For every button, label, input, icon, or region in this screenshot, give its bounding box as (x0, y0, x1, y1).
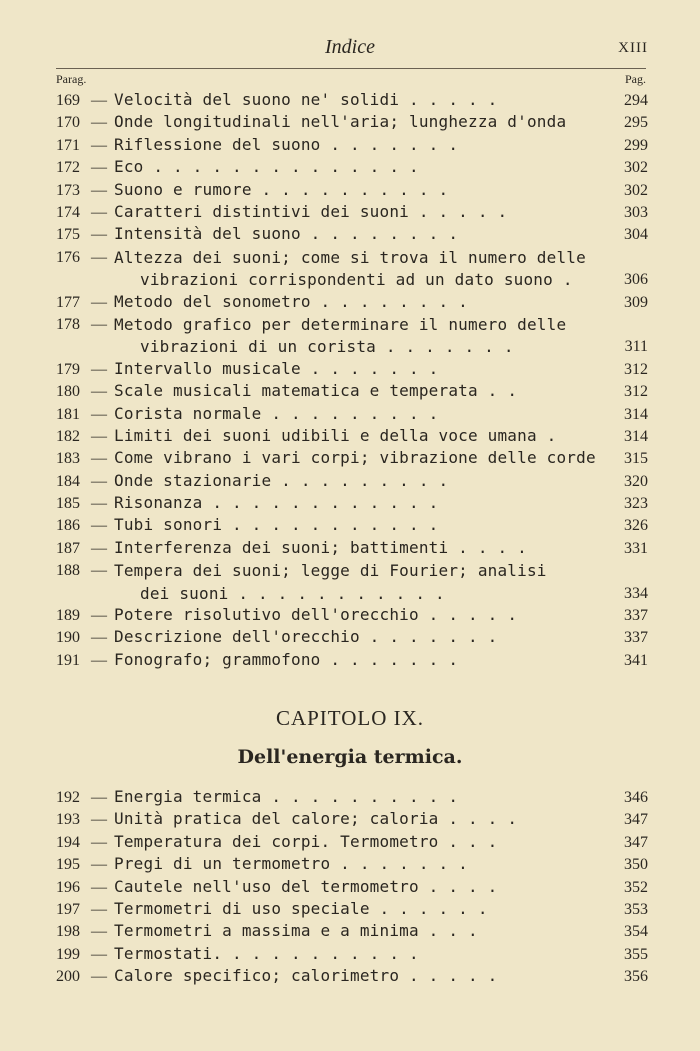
dot-leader: . . . . . . . (320, 134, 459, 154)
entry-title (114, 809, 606, 828)
toc-entry (56, 515, 648, 537)
entry-title-continuation (114, 583, 606, 605)
entry-dash: — (91, 472, 107, 490)
entry-number: 191 (56, 651, 80, 669)
dot-leader: . (536, 425, 557, 445)
entry-page: 346 (624, 789, 648, 806)
entry-page: 355 (624, 945, 648, 963)
entry-title (114, 292, 606, 311)
entry-title (114, 832, 606, 851)
dot-leader: . . . . . . . (320, 649, 459, 669)
dot-leader: . . . . . . . . . . (261, 787, 459, 806)
toc-entry (56, 899, 648, 921)
dot-leader: . . . (438, 831, 498, 851)
toc-entry (56, 605, 648, 627)
entry-number: 182 (56, 427, 80, 445)
entry-title-line: Onde longitudinali nell'aria; lunghezza d'onda (114, 112, 567, 132)
entry-number: 186 (56, 517, 80, 535)
entry-page: 306 (624, 271, 648, 289)
page-number: XIII (618, 40, 648, 56)
entry-title (114, 135, 606, 154)
entry-page: 354 (624, 923, 648, 941)
entry-dash: — (91, 562, 107, 580)
entry-page: 352 (624, 878, 648, 896)
dot-leader: . . . . . . . . . . . . (202, 493, 439, 513)
toc-entry (56, 493, 648, 515)
entry-title (114, 899, 606, 918)
entry-page: 337 (624, 607, 648, 625)
entry-page: 320 (624, 472, 648, 490)
entry-title-line: Limiti dei suoni udibili e della voce umana (114, 425, 537, 445)
entry-page: 337 (624, 629, 648, 647)
toc-entry (56, 381, 648, 403)
entry-page: 323 (624, 495, 648, 513)
entry-dash: — (91, 878, 107, 896)
toc-entry (56, 314, 648, 359)
entry-number: 183 (56, 450, 80, 468)
entry-title-line: Metodo grafico per determinare il numero delle (114, 314, 567, 334)
toc-entry (56, 832, 648, 854)
toc-entry (56, 202, 648, 224)
entry-dash: — (91, 811, 107, 829)
toc-entry (56, 247, 648, 292)
entry-title (114, 493, 606, 512)
dot-leader: . . . . . . . . . (271, 470, 449, 490)
entry-dash: — (91, 789, 107, 806)
entry-number: 172 (56, 159, 80, 177)
entry-title (114, 560, 606, 605)
entry-title-line: Unità pratica del calore; caloria (114, 809, 439, 829)
entry-dash: — (91, 607, 107, 625)
dot-leader: . . . . . . . . (310, 291, 468, 311)
toc-entry (56, 560, 648, 605)
entry-dash: — (91, 405, 107, 423)
entry-title-line-2: vibrazioni corrispondenti ad un dato suono (140, 270, 553, 290)
entry-number: 176 (56, 248, 80, 266)
toc-entry (56, 426, 648, 448)
entry-title (114, 538, 606, 557)
entry-title-line: Cautele nell'uso del termometro (114, 876, 419, 896)
entry-title-line: Eco (114, 157, 144, 177)
entry-title (114, 202, 606, 221)
entry-dash: — (91, 181, 107, 199)
entry-dash: — (91, 114, 107, 132)
entry-page: 334 (624, 584, 648, 602)
entry-page: 299 (624, 136, 648, 154)
entry-dash: — (91, 539, 107, 557)
entry-title-line: Riflessione del suono (114, 134, 321, 154)
toc-section-chapter-8 (56, 90, 648, 672)
entry-title-line: Scale musicali matematica e temperata (114, 381, 478, 401)
entry-dash: — (91, 833, 107, 851)
entry-title (114, 359, 606, 378)
entry-page: 341 (624, 651, 648, 669)
entry-title-line: Caratteri distintivi dei suoni (114, 201, 409, 221)
chapter-title: Dell'energia termica. (237, 746, 463, 768)
entry-dash: — (91, 315, 107, 333)
entry-number: 175 (56, 226, 80, 244)
toc-entry (56, 90, 648, 112)
toc-entry (56, 650, 648, 672)
dot-leader: . . . . . . . . . . (251, 179, 449, 199)
dot-leader: . . . . . . . (359, 627, 498, 647)
entry-page: 315 (624, 450, 648, 468)
toc-entry (56, 538, 648, 560)
entry-number: 193 (56, 811, 80, 829)
entry-page: 295 (624, 114, 648, 132)
entry-title (114, 247, 606, 292)
entry-title-line: Velocità del suono ne' solidi (114, 90, 400, 109)
entry-number: 174 (56, 203, 80, 221)
running-title: Indice (325, 36, 375, 58)
entry-title (114, 921, 606, 940)
entry-page: 302 (624, 159, 648, 177)
chapter-number: CAPITOLO IX. (275, 706, 425, 730)
entry-dash: — (91, 900, 107, 918)
dot-leader: . . . . . (399, 966, 498, 986)
entry-title-line: Tubi sonori (114, 515, 223, 535)
entry-title (114, 944, 606, 963)
entry-number: 184 (56, 472, 80, 490)
entry-number: 178 (56, 315, 80, 333)
entry-number: 188 (56, 562, 80, 580)
entry-title (114, 627, 606, 646)
toc-entry (56, 180, 648, 202)
entry-number: 199 (56, 945, 80, 963)
dot-leader: . . . . . (408, 201, 508, 221)
entry-dash: — (91, 360, 107, 378)
entry-number: 192 (56, 789, 80, 806)
entry-number: 180 (56, 383, 80, 401)
dot-leader: . . . . (438, 809, 518, 829)
dot-leader: . . . . . (418, 605, 518, 625)
entry-dash: — (91, 159, 107, 177)
entry-number: 195 (56, 856, 80, 874)
entry-page: 326 (624, 517, 648, 535)
entry-title-line: Calore specifico; calorimetro (114, 966, 400, 986)
entry-title-line: Intensità del suono (114, 224, 301, 244)
entry-title-line: Intervallo musicale (114, 358, 301, 378)
entry-dash: — (91, 383, 107, 401)
entry-dash: — (91, 517, 107, 535)
entry-title-line: Corista normale (114, 403, 262, 423)
entry-page: 356 (624, 968, 648, 986)
dot-leader: . . . . . . . . (300, 224, 459, 244)
dot-leader: . . . . (448, 537, 527, 557)
entry-number: 181 (56, 405, 80, 423)
entry-number: 189 (56, 607, 80, 625)
entry-dash: — (91, 203, 107, 221)
dot-leader: . . . . . . . . . (261, 403, 439, 423)
entry-title-line: Onde stazionarie (114, 470, 272, 490)
entry-page: 331 (624, 539, 648, 557)
entry-number: 173 (56, 181, 80, 199)
entry-dash: — (91, 856, 107, 874)
entry-title (114, 112, 606, 131)
entry-dash: — (91, 945, 107, 963)
entry-page: 314 (624, 427, 648, 445)
entry-dash: — (91, 968, 107, 986)
entry-number: 196 (56, 878, 80, 896)
entry-title-continuation (114, 269, 606, 291)
entry-title-line: Termometri a massima e a minima (114, 921, 419, 941)
entry-title-line: Energia termica (114, 787, 262, 806)
toc-entry (56, 471, 648, 493)
toc-entry (56, 224, 648, 246)
entry-title (114, 605, 606, 624)
toc-entry (56, 921, 648, 943)
entry-number: 169 (56, 92, 80, 109)
entry-page: 309 (624, 293, 648, 311)
dot-leader: . . . . . . . . . . . . . . (143, 157, 419, 177)
dot-leader: . . . . . (399, 90, 498, 109)
entry-title (114, 180, 606, 199)
header-rule (56, 68, 646, 69)
toc-entry (56, 627, 648, 649)
entry-title-line: Fonografo; grammofono (114, 649, 321, 669)
entry-dash: — (91, 427, 107, 445)
entry-title-line: Temperatura dei corpi. Termometro (114, 831, 439, 851)
entry-number: 185 (56, 495, 80, 513)
entry-title-line: Suono e rumore (114, 179, 252, 199)
dot-leader: . . . . . . . . . . . (228, 583, 445, 603)
dot-leader: . . . . . . . (300, 358, 439, 378)
entry-page: 353 (624, 900, 648, 918)
entry-page: 312 (624, 383, 648, 401)
entry-title (114, 471, 606, 490)
entry-page: 347 (624, 833, 648, 851)
entry-title (114, 90, 606, 109)
entry-number: 198 (56, 923, 80, 941)
entry-title (114, 426, 606, 445)
dot-leader: . (552, 270, 573, 290)
toc-entry (56, 944, 648, 966)
toc-entry (56, 877, 648, 899)
entry-page: 312 (624, 360, 648, 378)
entry-number: 187 (56, 539, 80, 557)
entry-dash: — (91, 293, 107, 311)
entry-title (114, 224, 606, 243)
entry-title-line: Altezza dei suoni; come si trova il numero delle (114, 247, 586, 267)
entry-number: 177 (56, 293, 80, 311)
entry-dash: — (91, 92, 107, 109)
toc-entry (56, 112, 648, 134)
toc-entry (56, 292, 648, 314)
entry-title-line: Come vibrano i vari corpi; vibrazione delle corde (114, 448, 596, 468)
toc-section-chapter-9 (56, 787, 648, 989)
dot-leader: . . . . . . . (376, 337, 514, 357)
dot-leader: . . . . . . . . . . . (212, 943, 419, 963)
entry-title-line: Interferenza dei suoni; battimenti (114, 537, 449, 557)
entry-title (114, 448, 606, 467)
toc-entry (56, 359, 648, 381)
toc-entry (56, 854, 648, 876)
toc-entry (56, 135, 648, 157)
toc-entry (56, 966, 648, 988)
entry-title-line: Pregi di un termometro (114, 854, 331, 874)
entry-title (114, 404, 606, 423)
entry-page: 347 (624, 811, 648, 829)
toc-entry (56, 787, 648, 809)
entry-title-line: Termometri di uso speciale (114, 898, 370, 918)
entry-dash: — (91, 651, 107, 669)
entry-title (114, 966, 606, 985)
dot-leader: . . . (418, 921, 478, 941)
entry-dash: — (91, 226, 107, 244)
dot-leader: . . . . . . . (330, 854, 468, 874)
entry-dash: — (91, 923, 107, 941)
entry-number: 170 (56, 114, 80, 132)
entry-title-line-2: vibrazioni di un corista (140, 337, 376, 357)
entry-dash: — (91, 629, 107, 647)
entry-number: 197 (56, 900, 80, 918)
dot-leader: . . (477, 381, 518, 401)
entry-title-line: Metodo del sonometro (114, 291, 311, 311)
column-head-parag: Parag. (56, 72, 87, 86)
entry-title-line: Tempera dei suoni; legge di Fourier; analisi (114, 561, 547, 581)
entry-page: 350 (624, 856, 648, 874)
entry-number: 194 (56, 833, 80, 851)
dot-leader: . . . . (418, 876, 498, 896)
entry-dash: — (91, 450, 107, 468)
entry-title (114, 381, 606, 400)
entry-number: 190 (56, 629, 80, 647)
entry-title (114, 877, 606, 896)
entry-dash: — (91, 495, 107, 513)
entry-title-line: Risonanza (114, 493, 203, 513)
toc-entry (56, 809, 648, 831)
entry-title (114, 157, 606, 176)
entry-title-line: Descrizione dell'orecchio (114, 627, 360, 647)
toc-entry (56, 404, 648, 426)
entry-title (114, 515, 606, 534)
entry-title (114, 650, 606, 669)
entry-number: 179 (56, 360, 80, 378)
toc-entry (56, 157, 648, 179)
column-head-pag: Pag. (625, 72, 646, 86)
entry-title (114, 314, 606, 359)
entry-title (114, 787, 606, 806)
entry-number: 200 (56, 968, 80, 986)
dot-leader: . . . . . . (369, 898, 488, 918)
entry-page: 311 (624, 338, 648, 356)
entry-dash: — (91, 248, 107, 266)
entry-title (114, 854, 606, 873)
entry-page: 314 (624, 405, 648, 423)
entry-title-line: Termostati (114, 943, 213, 963)
entry-page: 304 (624, 226, 648, 244)
entry-page: 294 (624, 92, 648, 109)
entry-page: 302 (624, 181, 648, 199)
dot-leader: . . . . . . . . . . . (222, 515, 439, 535)
page-header (0, 36, 700, 64)
entry-title-continuation (114, 336, 606, 358)
entry-title-line: Potere risolutivo dell'orecchio (114, 605, 419, 625)
entry-page: 303 (624, 203, 648, 221)
entry-dash: — (91, 136, 107, 154)
toc-entry (56, 448, 648, 470)
entry-number: 171 (56, 136, 80, 154)
entry-title-line-2: dei suoni (140, 583, 229, 603)
